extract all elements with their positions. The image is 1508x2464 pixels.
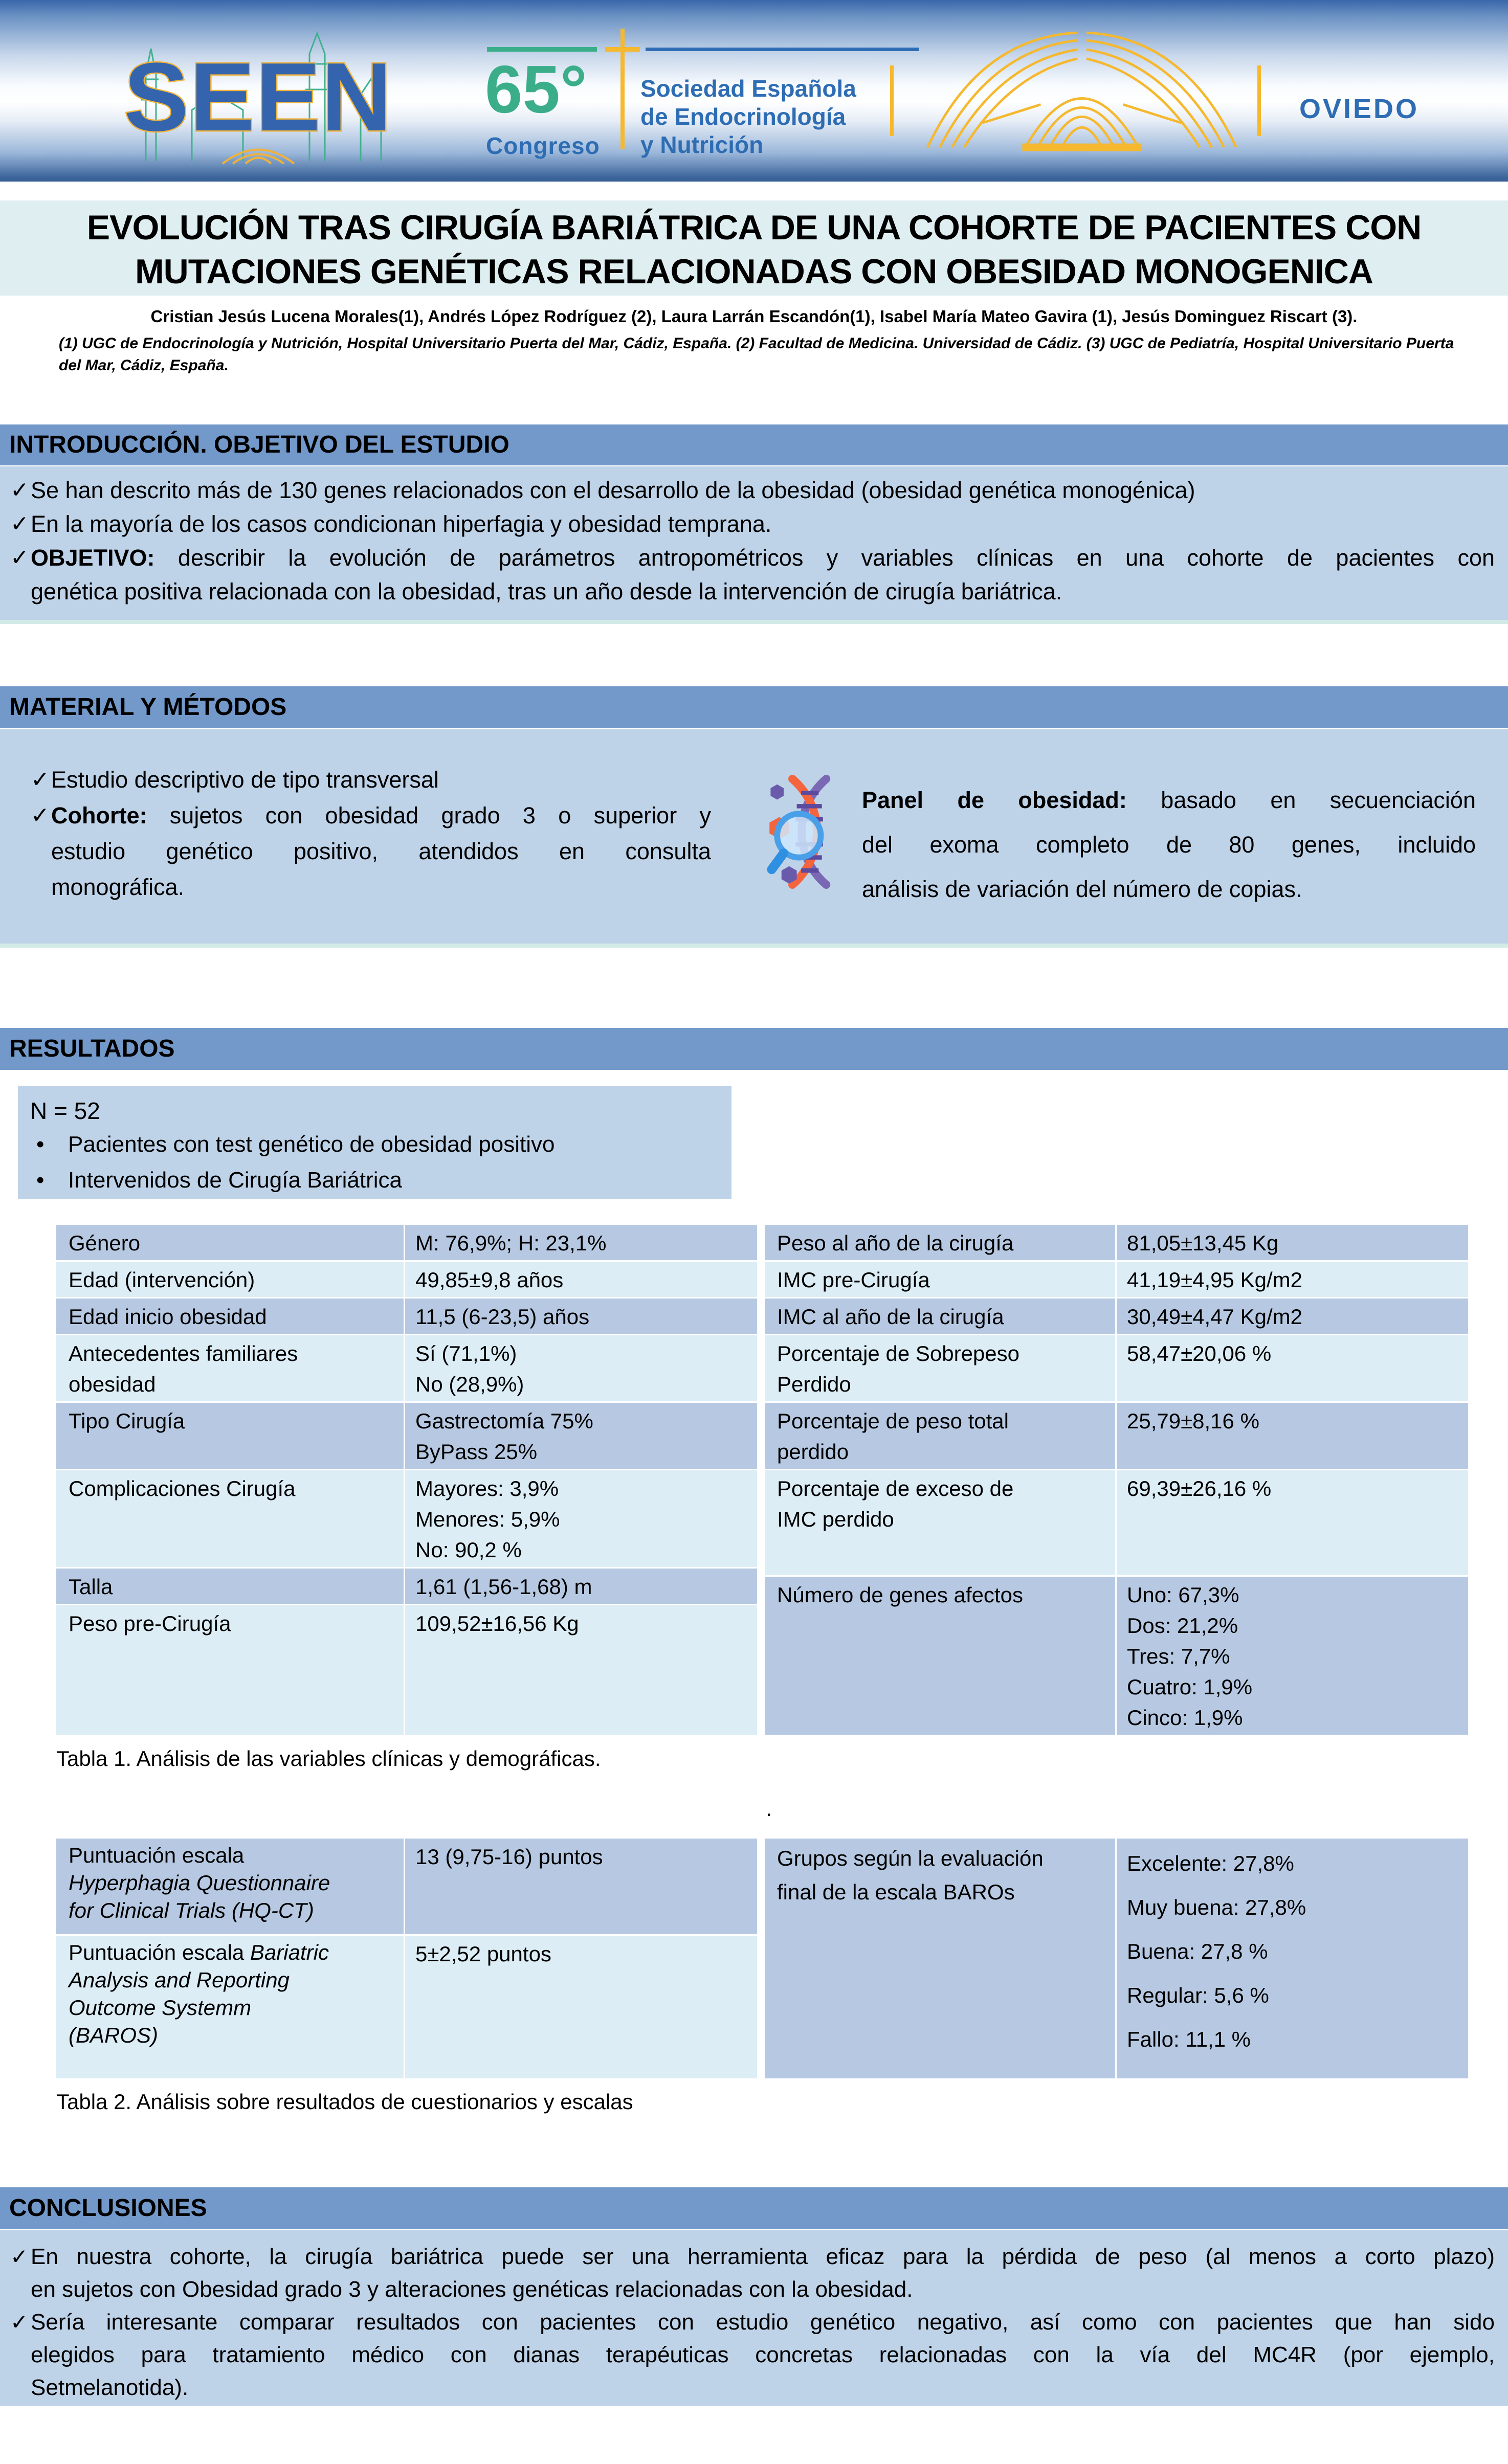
table-cell-label (56, 1839, 405, 1934)
affiliations: (1) UGC de Endocrinología y Nutrición, Hospital Universitario Puerta del Mar, Cádiz, España. (2) Facultad de Medicina. Universidad de Cádiz. (3) UGC de Pediatría, Hospital Universitario Puerta del Mar, Cádiz, España. (59, 335, 1454, 374)
table-cell-value (405, 1839, 757, 1934)
text-line: 49,85±9,8 años (415, 1268, 564, 1292)
table-row (56, 1262, 757, 1298)
section-band-resultados (0, 1028, 1508, 1070)
text-line: Outcome Systemm (69, 1996, 252, 2020)
table-cell-label (765, 1335, 1117, 1401)
bullet-text (31, 474, 1495, 507)
dna-search-icon (767, 774, 849, 889)
table-cell-label (765, 1298, 1117, 1334)
check-icon: ✓ (10, 2310, 29, 2334)
table-row (765, 1470, 1468, 1577)
text-line: Excelente: 27,8% (1127, 1851, 1294, 1875)
yellow-divider (620, 29, 625, 149)
title-line: MUTACIONES GENÉTICAS RELACIONADAS CON OBESIDAD MONOGENICA (135, 252, 1373, 291)
text-line: Cinco: 1,9% (1127, 1706, 1243, 1730)
table-cell-value (405, 1298, 757, 1334)
text-line: 109,52±16,56 Kg (415, 1611, 579, 1636)
check-icon: ✓ (31, 803, 50, 828)
table-row (765, 1335, 1468, 1403)
text-line: Complicaciones Cirugía (69, 1476, 296, 1500)
table-row (765, 1839, 1468, 2080)
section-heading: CONCLUSIONES (9, 2194, 207, 2222)
table-row (56, 1470, 757, 1569)
bullet-text (51, 762, 711, 798)
text-line: 69,39±26,16 % (1127, 1476, 1272, 1500)
check-icon: ✓ (10, 478, 29, 503)
table-cell-value (1117, 1403, 1468, 1469)
text-line: 1,61 (1,56-1,68) m (415, 1575, 592, 1599)
text-line: Antecedentes familiares (69, 1341, 298, 1365)
text-line: Sí (71,1%) (415, 1341, 517, 1365)
text-line: Hyperphagia Questionnaire (69, 1871, 330, 1895)
panel-obesidad-text (862, 778, 1476, 911)
table-cell-label (56, 1298, 405, 1334)
text-line: estudio genético positivo, atendidos en consulta (51, 838, 711, 864)
text-line: Edad (intervención) (69, 1268, 255, 1292)
society-line: y Nutrición (640, 131, 764, 158)
congress-word: Congreso (486, 132, 600, 159)
table-cell-value (405, 1605, 757, 1735)
table-row (56, 1403, 757, 1470)
text-line: 5±2,52 puntos (415, 1942, 551, 1966)
table-row (765, 1403, 1468, 1470)
text-line: Peso al año de la cirugía (777, 1231, 1014, 1255)
table-row (765, 1262, 1468, 1298)
bullet-text (31, 2241, 1495, 2306)
text-line: Gastrectomía 75% (415, 1409, 593, 1433)
text-line: Porcentaje de peso total (777, 1409, 1009, 1433)
text-line: 58,47±20,06 % (1127, 1341, 1272, 1365)
bullet-item (10, 507, 1495, 541)
bullet-item (10, 2306, 1495, 2404)
table-cell-value (405, 1569, 757, 1604)
text-line: for Clinical Trials (HQ-CT) (69, 1898, 314, 1922)
society-name (640, 75, 856, 159)
list-item-text: Intervenidos de Cirugía Bariátrica (68, 1168, 402, 1193)
table-row (56, 1335, 757, 1403)
table-cell-value (1117, 1577, 1468, 1735)
text-line: Edad inicio obesidad (69, 1305, 267, 1329)
text-line: Estudio descriptivo de tipo transversal (51, 767, 439, 793)
society-line: de Endocrinología (640, 103, 846, 130)
text-line: 41,19±4,95 Kg/m2 (1127, 1268, 1302, 1292)
n-count: N = 52 (30, 1097, 100, 1124)
tabla2-left (56, 1839, 757, 2080)
section-heading: MATERIAL Y MÉTODOS (9, 693, 287, 721)
table-cell-label (56, 1605, 405, 1735)
table-cell-label (765, 1225, 1117, 1260)
text-line: 11,5 (6-23,5) años (415, 1305, 590, 1329)
text-line: en sujetos con Obesidad grado 3 y alteraciones genéticas relacionadas con la obesidad. (31, 2277, 913, 2302)
conclusiones-body (0, 2230, 1508, 2406)
table-cell-label (765, 1577, 1117, 1735)
table-row (765, 1577, 1468, 1736)
section-band-conclusiones (0, 2187, 1508, 2229)
material-bullets (31, 762, 711, 905)
text-line: No (28,9%) (415, 1372, 524, 1396)
check-icon: ✓ (10, 545, 29, 570)
text-line: monográfica. (51, 874, 185, 900)
society-line: Sociedad Española (640, 75, 856, 102)
seen-logo-text: SEEN (124, 43, 393, 151)
table-cell-label (56, 1335, 405, 1401)
table-cell-value (1117, 1298, 1468, 1334)
bullet-item (10, 474, 1495, 507)
bullet-dot-icon: • (36, 1132, 45, 1157)
bullet-text (31, 2306, 1495, 2404)
check-icon: ✓ (10, 2245, 29, 2269)
table-cell-value (1117, 1335, 1468, 1401)
text-line: 25,79±8,16 % (1127, 1409, 1259, 1433)
tabla1-caption: Tabla 1. Análisis de las variables clínicas y demográficas. (56, 1746, 601, 1771)
header-banner (0, 0, 1508, 182)
text-line: del exoma completo de 80 genes, incluido (862, 832, 1476, 858)
text-line: En la mayoría de los casos condicionan hiperfagia y obesidad temprana. (31, 511, 772, 537)
table-cell-value (405, 1335, 757, 1401)
text-line: IMC pre-Cirugía (777, 1268, 930, 1292)
text-line: Género (69, 1231, 141, 1255)
table-cell-value (1117, 1839, 1468, 2078)
section-band-introduccion (0, 424, 1508, 465)
text-line: Mayores: 3,9% (415, 1476, 559, 1500)
tabla2-caption: Tabla 2. Análisis sobre resultados de cuestionarios y escalas (56, 2090, 633, 2114)
tabla2-right (765, 1839, 1468, 2080)
introduccion-bullets (0, 466, 1508, 609)
text-line: Dos: 21,2% (1127, 1614, 1238, 1638)
table-cell-label (765, 1839, 1117, 2078)
table-cell-value (405, 1262, 757, 1297)
table-row (56, 1839, 757, 1936)
bullet-item (10, 541, 1495, 609)
text-line: elegidos para tratamiento médico con dianas terapéuticas concretas relacionadas con la vía del MC4R (por ejemplo, (31, 2342, 1495, 2367)
text-line: Talla (69, 1575, 113, 1599)
table-cell-value (1117, 1262, 1468, 1297)
table-cell-value (405, 1403, 757, 1469)
text-line: perdido (777, 1440, 849, 1464)
text-line: Regular: 5,6 % (1127, 1983, 1269, 2007)
text-line: ByPass 25% (415, 1440, 538, 1464)
text-line: Uno: 67,3% (1127, 1583, 1239, 1607)
authors: Cristian Jesús Lucena Morales(1), Andrés López Rodríguez (2), Laura Larrán Escandón(1), Isabel María Mateo Gavira (1), Jesús Dominguez Riscart (3). (150, 307, 1358, 326)
text-line: Puntuación escala Bariatric (69, 1940, 329, 1964)
bullet-item (10, 2241, 1495, 2306)
text-line: 30,49±4,47 Kg/m2 (1127, 1305, 1302, 1329)
material-body (0, 729, 1508, 948)
palacio-oviedo-icon (921, 28, 1243, 153)
blue-rule (646, 48, 919, 51)
text-line: Grupos según la evaluación (777, 1846, 1044, 1870)
tabla1-right (765, 1225, 1468, 1736)
conclusiones-bullets (0, 2230, 1508, 2404)
bullet-dot-icon: • (36, 1168, 45, 1193)
section-heading: RESULTADOS (9, 1035, 175, 1062)
section-heading: INTRODUCCIÓN. OBJETIVO DEL ESTUDIO (9, 431, 509, 458)
yellow-bar-right (1257, 65, 1261, 136)
table-row (765, 1225, 1468, 1262)
table-cell-value (405, 1470, 757, 1567)
text-line: Analysis and Reporting (69, 1968, 290, 1992)
text-line: Tres: 7,7% (1127, 1644, 1230, 1668)
text-line: M: 76,9%; H: 23,1% (415, 1231, 607, 1255)
text-line: OBJETIVO: describir la evolución de parámetros antropométricos y variables clínicas en una cohorte de pacientes con (31, 545, 1495, 571)
text-line: genética positiva relacionada con la obesidad, tras un año desde la intervención de cirugía bariátrica. (31, 578, 1062, 604)
text-line: Sería interesante comparar resultados con pacientes con estudio genético negativo, así como con pacientes que han sido (31, 2310, 1495, 2335)
text-line: Cohorte: sujetos con obesidad grado 3 o superior y (51, 802, 711, 828)
table-cell-label (56, 1936, 405, 2078)
text-line: obesidad (69, 1372, 156, 1396)
table-row (56, 1225, 757, 1262)
table-cell-value (1117, 1470, 1468, 1575)
text-line: Puntuación escala (69, 1843, 245, 1867)
check-icon: ✓ (10, 511, 29, 536)
text-line: (BAROS) (69, 2023, 159, 2047)
yellow-bar-left (890, 65, 894, 136)
table-cell-label (56, 1225, 405, 1260)
text-line: 81,05±13,45 Kg (1127, 1231, 1279, 1255)
table-row (56, 1936, 757, 2080)
bullet-text (31, 507, 1495, 541)
text-line: Panel de obesidad: basado en secuenciación (862, 787, 1476, 813)
bullet-text (31, 541, 1495, 609)
green-rule (487, 47, 597, 52)
table-cell-label (765, 1403, 1117, 1469)
bullet-item (31, 798, 711, 905)
bullet-item (31, 762, 711, 798)
n-box (18, 1086, 731, 1199)
text-line: Se han descrito más de 130 genes relacionados con el desarrollo de la obesidad (obesidad genética monogénica) (31, 477, 1195, 503)
text-line: Tipo Cirugía (69, 1409, 185, 1433)
tabla1-left (56, 1225, 757, 1736)
seen-logo (115, 18, 402, 171)
text-line: Peso pre-Cirugía (69, 1611, 231, 1636)
bullet-text (51, 798, 711, 905)
list-item (30, 1127, 731, 1162)
table-cell-label (56, 1470, 405, 1567)
congress-number: 65° (485, 52, 587, 127)
table-row (56, 1605, 757, 1736)
section-band-material (0, 686, 1508, 728)
text-line: Número de genes afectos (777, 1583, 1023, 1607)
table-cell-label (56, 1262, 405, 1297)
text-line: IMC al año de la cirugía (777, 1305, 1004, 1329)
n-box-items (30, 1127, 731, 1198)
table-row (765, 1298, 1468, 1335)
introduccion-body (0, 466, 1508, 624)
list-item (30, 1162, 731, 1198)
table-cell-label (56, 1569, 405, 1604)
text-line: análisis de variación del número de copias. (862, 876, 1302, 902)
city-logo-text: OVIEDO (1299, 94, 1420, 124)
table-cell-value (405, 1225, 757, 1260)
text-line: Setmelanotida). (31, 2375, 189, 2400)
text-line: Cuatro: 1,9% (1127, 1675, 1253, 1699)
table-cell-label (56, 1403, 405, 1469)
text-line: Fallo: 11,1 % (1127, 2027, 1251, 2051)
list-item-text: Pacientes con test genético de obesidad positivo (68, 1132, 555, 1157)
check-icon: ✓ (31, 767, 50, 792)
table-cell-label (765, 1470, 1117, 1575)
text-line: Menores: 5,9% (415, 1507, 560, 1531)
text-line: final de la escala BAROs (777, 1880, 1015, 1904)
table-cell-value (1117, 1225, 1468, 1260)
title-line: EVOLUCIÓN TRAS CIRUGÍA BARIÁTRICA DE UNA COHORTE DE PACIENTES CON (86, 208, 1422, 247)
text-line: Porcentaje de exceso de (777, 1476, 1014, 1500)
text-line: 13 (9,75-16) puntos (415, 1845, 603, 1869)
table-row (56, 1569, 757, 1605)
text-line: En nuestra cohorte, la cirugía bariátrica puede ser una herramienta eficaz para la pérdida de peso (al menos a corto plazo) (31, 2244, 1495, 2269)
poster-title (0, 200, 1508, 296)
middle-dot: . (766, 1796, 772, 1821)
table-cell-value (405, 1936, 757, 2078)
text-line: IMC perdido (777, 1507, 894, 1531)
text-line: Porcentaje de Sobrepeso (777, 1341, 1019, 1365)
text-line: No: 90,2 % (415, 1538, 522, 1562)
text-line: Perdido (777, 1372, 851, 1396)
text-line: Muy buena: 27,8% (1127, 1895, 1306, 1919)
table-row (56, 1298, 757, 1335)
table-cell-label (765, 1262, 1117, 1297)
text-line: Buena: 27,8 % (1127, 1939, 1268, 1963)
